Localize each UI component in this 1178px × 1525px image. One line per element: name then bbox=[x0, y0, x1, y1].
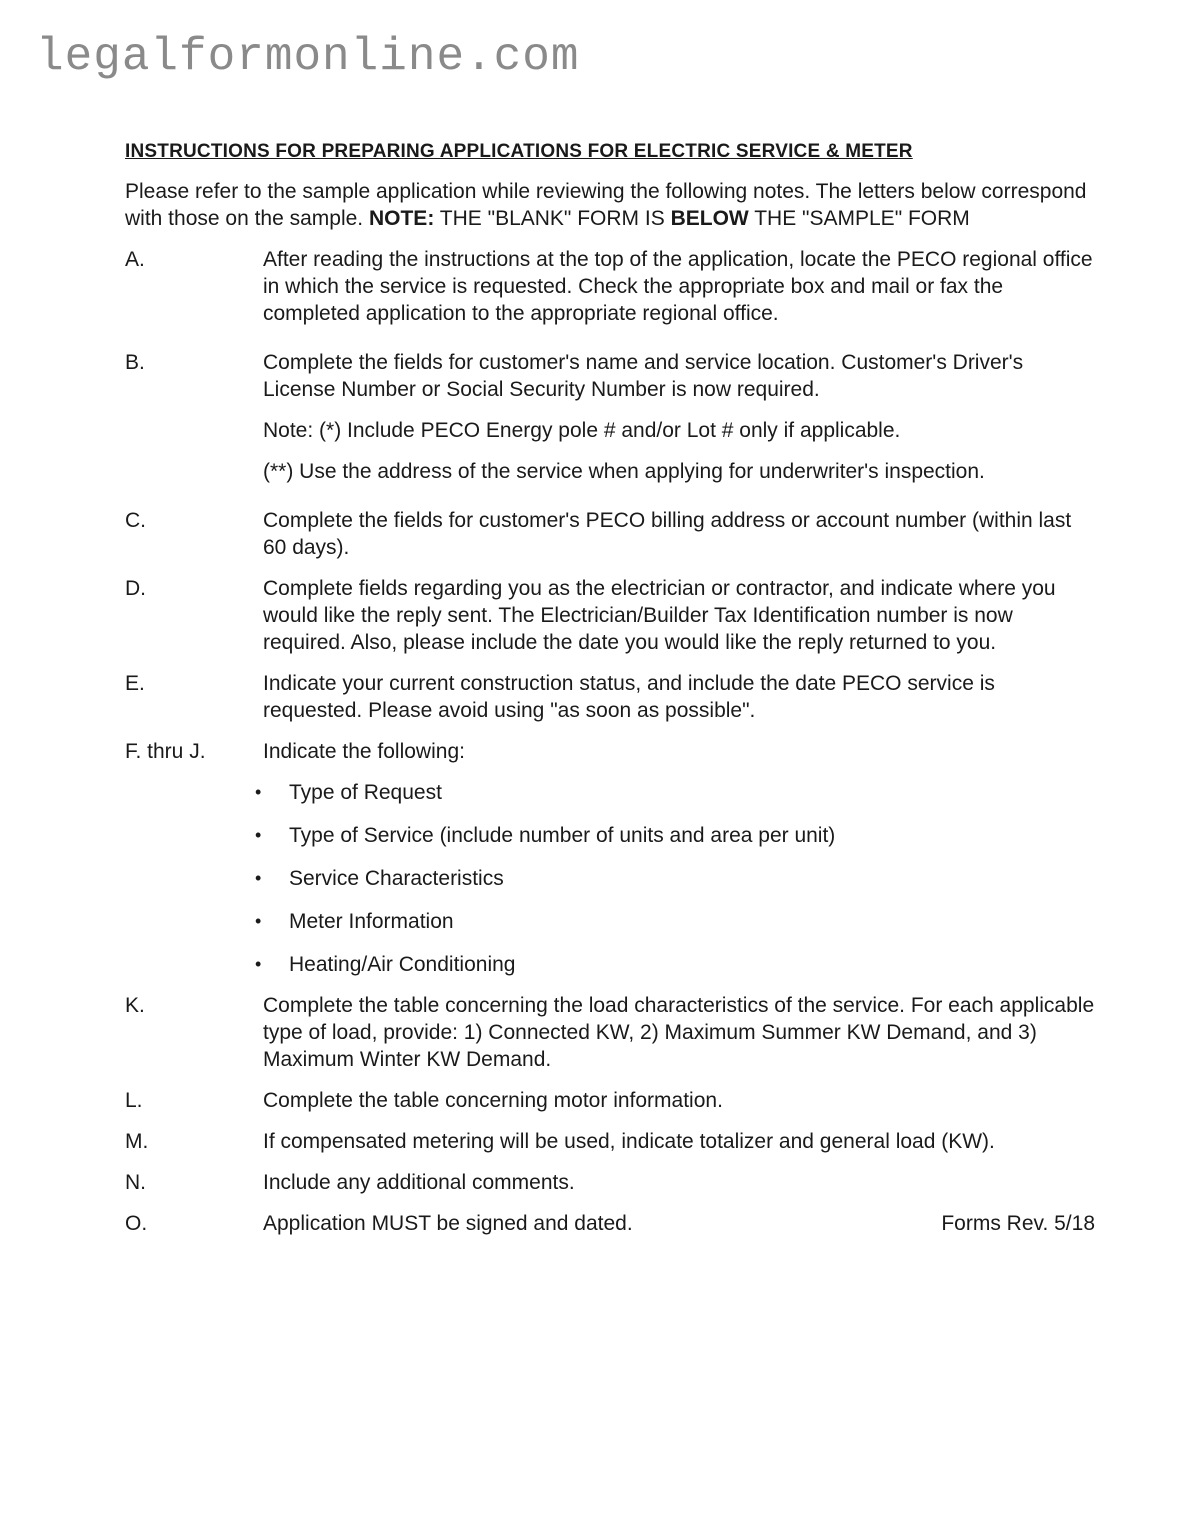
list-item bbox=[255, 908, 1095, 935]
item-text: Complete the table concerning the load characteristics of the service. For each applicable type of load, provide: 1) Connected KW, 2) Maximum Summer KW Demand, and 3) Maximum Winter KW Demand. bbox=[263, 994, 1095, 1071]
item-letter: M. bbox=[125, 1130, 149, 1153]
bullet-text: Type of Service (include number of units and area per unit) bbox=[289, 824, 836, 847]
instruction-item-e bbox=[125, 670, 1095, 724]
instruction-item-b bbox=[125, 349, 1095, 485]
instruction-item-d bbox=[125, 575, 1095, 656]
item-note-1: Note: (*) Include PECO Energy pole # and/or Lot # only if applicable. bbox=[263, 419, 901, 442]
note-text-1: THE "BLANK" FORM IS bbox=[439, 207, 665, 230]
item-text: Application MUST be signed and dated. bbox=[263, 1212, 633, 1235]
instruction-item-m bbox=[125, 1128, 1095, 1155]
item-text: Include any additional comments. bbox=[263, 1171, 575, 1194]
list-item bbox=[255, 865, 1095, 892]
document-title: INSTRUCTIONS FOR PREPARING APPLICATIONS FOR ELECTRIC SERVICE & METER bbox=[125, 141, 913, 162]
instruction-item-f-thru-j bbox=[125, 738, 1095, 765]
bullet-text: Meter Information bbox=[289, 910, 454, 933]
instruction-item-c bbox=[125, 507, 1095, 561]
intro-paragraph bbox=[125, 178, 1095, 232]
item-text: Complete fields regarding you as the electrician or contractor, and indicate where you would like the reply sent. The Electrician/Builder Tax Identification number is now required. Also, please include the date you would like the reply returned to you. bbox=[263, 577, 1056, 654]
bullet-icon: • bbox=[255, 911, 262, 931]
note-label: NOTE: bbox=[368, 207, 435, 230]
instruction-item-k bbox=[125, 992, 1095, 1073]
instructions-document bbox=[125, 140, 1095, 1237]
item-letter: C. bbox=[125, 509, 146, 532]
item-letter: A. bbox=[125, 248, 145, 271]
bullet-icon: • bbox=[255, 825, 262, 845]
item-letter: N. bbox=[125, 1171, 146, 1194]
item-letter: B. bbox=[125, 351, 145, 374]
item-letter: O. bbox=[125, 1212, 148, 1235]
instruction-item-n bbox=[125, 1169, 1095, 1196]
bullet-icon: • bbox=[255, 868, 262, 888]
list-item bbox=[255, 951, 1095, 978]
item-text: If compensated metering will be used, indicate totalizer and general load (KW). bbox=[263, 1130, 995, 1153]
list-item bbox=[255, 779, 1095, 806]
bullet-text: Service Characteristics bbox=[289, 867, 504, 890]
item-letter: L. bbox=[125, 1089, 143, 1112]
instruction-item-a bbox=[125, 246, 1095, 327]
note-text-2: THE "SAMPLE" FORM bbox=[754, 207, 970, 230]
item-letter: F. thru J. bbox=[125, 740, 206, 763]
item-letter: E. bbox=[125, 672, 145, 695]
item-letter: D. bbox=[125, 577, 146, 600]
item-text: After reading the instructions at the top of the application, locate the PECO regional office in which the service is requested. Check the appropriate box and mail or fax the completed application to the appropriate regional office. bbox=[263, 248, 1093, 325]
item-note-2: (**) Use the address of the service when applying for underwriter's inspection. bbox=[263, 460, 985, 483]
bullet-list bbox=[125, 779, 1095, 978]
note-bold: BELOW bbox=[670, 207, 749, 230]
bullet-text: Type of Request bbox=[289, 781, 442, 804]
item-text: Complete the table concerning motor information. bbox=[263, 1089, 723, 1112]
instruction-item-l bbox=[125, 1087, 1095, 1114]
item-text: Complete the fields for customer's name and service location. Customer's Driver's License Number or Social Security Number is now required. bbox=[263, 351, 1024, 401]
form-revision: Forms Rev. 5/18 bbox=[941, 1212, 1095, 1235]
list-item bbox=[255, 822, 1095, 849]
instruction-item-o bbox=[125, 1210, 1095, 1237]
bullet-icon: • bbox=[255, 782, 262, 802]
item-letter: K. bbox=[125, 994, 145, 1017]
item-text: Indicate your current construction status, and include the date PECO service is requested. Please avoid using "as soon as possible". bbox=[263, 672, 995, 722]
bullet-icon: • bbox=[255, 954, 262, 974]
intro-text: Please refer to the sample application while reviewing the following notes. The letters below correspond with those on the sample. bbox=[125, 180, 1087, 230]
item-text: Indicate the following: bbox=[263, 740, 465, 763]
bullet-text: Heating/Air Conditioning bbox=[289, 953, 516, 976]
item-text: Complete the fields for customer's PECO billing address or account number (within last 60 days). bbox=[263, 509, 1072, 559]
watermark-text: legalformonline.com bbox=[36, 31, 580, 83]
